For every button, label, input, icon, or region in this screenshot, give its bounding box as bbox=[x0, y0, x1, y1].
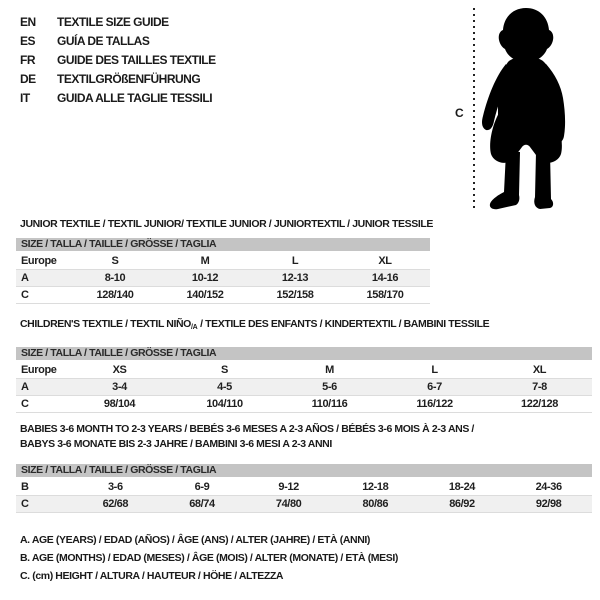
size-cell: M bbox=[325, 364, 334, 376]
height-measure-label: C bbox=[455, 106, 464, 120]
language-row bbox=[20, 70, 216, 89]
size-header-row bbox=[16, 464, 592, 478]
title-subscript: /A bbox=[190, 324, 198, 331]
section-title-babies bbox=[20, 422, 474, 452]
language-code: ES bbox=[20, 34, 36, 48]
language-title: TEXTILE SIZE GUIDE bbox=[57, 15, 169, 29]
value-cell: 110/116 bbox=[311, 398, 348, 410]
row-label-cell: A bbox=[21, 381, 29, 393]
baby-silhouette-icon bbox=[478, 4, 578, 214]
value-cell: 5-6 bbox=[322, 381, 337, 393]
size-cell: L bbox=[291, 255, 299, 267]
row-label-cell: B bbox=[21, 481, 29, 493]
language-row bbox=[20, 13, 216, 32]
value-cell: 74/80 bbox=[275, 498, 302, 510]
value-cell: 122/128 bbox=[521, 398, 558, 410]
value-cell: 12-13 bbox=[281, 272, 309, 284]
value-cell: 8-10 bbox=[104, 272, 126, 284]
value-cell: 86/92 bbox=[449, 498, 475, 510]
size-cell: XL bbox=[532, 364, 547, 376]
value-cell: 4-5 bbox=[217, 381, 232, 393]
value-cell: 14-16 bbox=[371, 272, 399, 284]
size-cell: M bbox=[200, 255, 210, 267]
measure-legend bbox=[20, 531, 398, 585]
table-row-age bbox=[16, 270, 430, 287]
babies-size-table bbox=[16, 464, 592, 513]
value-cell: 10-12 bbox=[191, 272, 219, 284]
table-row-height bbox=[16, 396, 592, 413]
language-title: GUÍA DE TALLAS bbox=[57, 34, 150, 48]
row-label-cell: C bbox=[21, 498, 29, 510]
size-header-row bbox=[16, 238, 430, 252]
language-row bbox=[20, 32, 216, 51]
value-cell: 7-8 bbox=[532, 381, 547, 393]
value-cell: 24-36 bbox=[535, 481, 562, 493]
language-row bbox=[20, 89, 216, 108]
value-cell: 6-7 bbox=[427, 381, 442, 393]
legend-line-b: B. AGE (MONTHS) / EDAD (MESES) / ÂGE (MOIS) / ALTER (MONATE) / ETÀ (MESI) bbox=[20, 552, 398, 564]
size-header-row bbox=[16, 347, 592, 361]
table-row-europe bbox=[16, 361, 592, 379]
size-cell: XS bbox=[112, 364, 127, 376]
language-code: FR bbox=[20, 53, 35, 67]
language-title: GUIDA ALLE TAGLIE TESSILI bbox=[57, 91, 213, 105]
height-dotted-line bbox=[473, 8, 475, 212]
value-cell: 128/140 bbox=[96, 289, 134, 301]
value-cell: 3-4 bbox=[112, 381, 127, 393]
size-cell: XL bbox=[378, 255, 392, 267]
value-cell: 80/86 bbox=[362, 498, 389, 510]
title-line-1: BABIES 3-6 MONTH TO 2-3 YEARS / BEBÉS 3-6 MESES A 2-3 AÑOS / BÉBÉS 3-6 MOIS À 2-3 ANS / bbox=[20, 423, 474, 435]
row-label-cell: Europe bbox=[21, 364, 57, 376]
value-cell: 158/170 bbox=[366, 289, 404, 301]
value-cell: 6-9 bbox=[194, 481, 210, 493]
row-label-cell: Europe bbox=[21, 255, 57, 267]
size-cell: L bbox=[431, 364, 438, 376]
value-cell: 62/68 bbox=[102, 498, 129, 510]
size-cell: S bbox=[221, 364, 228, 376]
table-row-age bbox=[16, 379, 592, 396]
legend-line-a: A. AGE (YEARS) / EDAD (AÑOS) / ÂGE (ANS) / ALTER (JAHRE) / ETÀ (ANNI) bbox=[20, 534, 371, 546]
language-row bbox=[20, 51, 216, 70]
row-label-cell: C bbox=[21, 289, 29, 301]
language-title: GUIDE DES TAILLES TEXTILE bbox=[57, 53, 216, 67]
section-title-junior: JUNIOR TEXTILE / TEXTIL JUNIOR/ TEXTILE JUNIOR / JUNIORTEXTIL / JUNIOR TESSILE bbox=[20, 218, 433, 230]
value-cell: 92/98 bbox=[535, 498, 562, 510]
language-title: TEXTILGRÖßENFÜHRUNG bbox=[57, 72, 201, 86]
legend-line-c: C. (cm) HEIGHT / ALTURA / HAUTEUR / HÖHE / ALTEZZA bbox=[20, 570, 284, 582]
value-cell: 12-18 bbox=[362, 481, 389, 493]
row-label-cell: A bbox=[21, 272, 29, 284]
value-cell: 3-6 bbox=[107, 481, 123, 493]
value-cell: 116/122 bbox=[416, 398, 453, 410]
table-row-europe bbox=[16, 252, 430, 270]
value-cell: 98/104 bbox=[103, 398, 136, 410]
table-row-months bbox=[16, 478, 592, 496]
table-row-height bbox=[16, 496, 592, 513]
junior-size-table bbox=[16, 238, 430, 304]
title-line-2: BABYS 3-6 MONATE BIS 2-3 JAHRE / BAMBINI 3-6 MESI A 2-3 ANNI bbox=[20, 438, 332, 450]
value-cell: 18-24 bbox=[448, 481, 476, 493]
value-cell: 68/74 bbox=[189, 498, 215, 510]
language-code: DE bbox=[20, 72, 36, 86]
section-title-children bbox=[20, 317, 489, 333]
language-code: EN bbox=[20, 15, 36, 29]
title-text: / TEXTILE DES ENFANTS / KINDERTEXTIL / BAMBINI TESSILE bbox=[197, 318, 490, 330]
title-text: CHILDREN'S TEXTILE / TEXTIL NIÑO bbox=[20, 318, 191, 330]
children-size-table bbox=[16, 347, 592, 413]
size-cell: S bbox=[111, 255, 119, 267]
language-code: IT bbox=[20, 91, 30, 105]
value-cell: 9-12 bbox=[278, 481, 299, 493]
size-header-bar: SIZE / TALLA / TAILLE / GRÖSSE / TAGLIA bbox=[16, 347, 592, 361]
row-label-cell: C bbox=[21, 398, 29, 410]
table-row-height bbox=[16, 287, 430, 304]
value-cell: 152/158 bbox=[276, 289, 314, 301]
value-cell: 140/152 bbox=[186, 289, 224, 301]
size-header-bar: SIZE / TALLA / TAILLE / GRÖSSE / TAGLIA bbox=[16, 464, 592, 478]
value-cell: 104/110 bbox=[206, 398, 243, 410]
language-title-list bbox=[20, 13, 216, 108]
size-header-bar: SIZE / TALLA / TAILLE / GRÖSSE / TAGLIA bbox=[16, 238, 430, 252]
